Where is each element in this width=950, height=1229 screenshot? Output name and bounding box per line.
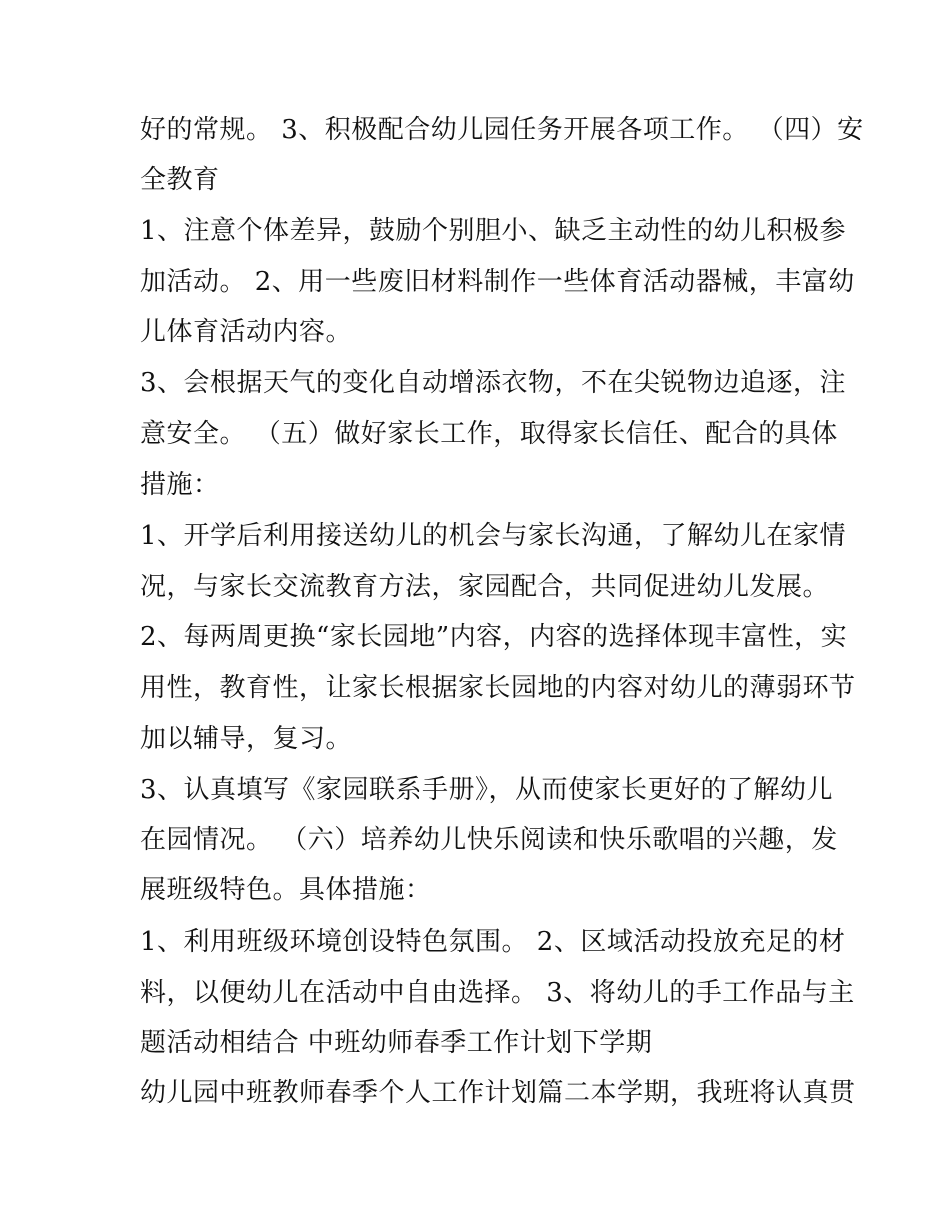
text-line: 意安全。 （五）做好家长工作，取得家长信任、配合的具体 (140, 419, 838, 449)
text-line: 3、认真填写《家园联系手册》，从而使家长更好的了解幼儿 (140, 775, 834, 805)
text-line: 用性，教育性，让家长根据家长园地的内容对幼儿的薄弱环节 (140, 673, 856, 703)
text-line: 1、利用班级环境创设特色氛围。 2、区域活动投放充足的材 (140, 927, 846, 957)
text-line: 措施： (140, 470, 220, 500)
text-line: 幼儿园中班教师春季个人工作计划篇二本学期，我班将认真贯 (140, 1078, 856, 1108)
text-line: 2、每两周更换“家长园地”内容，内容的选择体现丰富性，实 (140, 622, 848, 652)
text-line: 在园情况。 （六）培养幼儿快乐阅读和快乐歌唱的兴趣，发 (140, 825, 838, 855)
text-line: 全教育 (140, 165, 220, 195)
text-line: 展班级特色。具体措施： (140, 875, 432, 905)
text-line: 3、会根据天气的变化自动增添衣物，不在尖锐物边追逐，注 (140, 368, 847, 398)
text-line: 1、注意个体差异，鼓励个别胆小、缺乏主动性的幼儿积极参 (140, 216, 847, 246)
text-line: 料，以便幼儿在活动中自由选择。 3、将幼儿的手工作品与主 (140, 978, 855, 1008)
text-line: 1、开学后利用接送幼儿的机会与家长沟通，了解幼儿在家情 (140, 521, 847, 551)
text-line: 儿体育活动内容。 (140, 317, 353, 347)
text-line: 好的常规。 3、积极配合幼儿园任务开展各项工作。 （四）安 (140, 115, 864, 145)
text-line: 加活动。 2、用一些废旧材料制作一些体育活动器械，丰富幼 (140, 267, 855, 297)
text-line: 况，与家长交流教育方法，家园配合，共同促进幼儿发展。 (140, 572, 830, 602)
text-line: 题活动相结合 中班幼师春季工作计划下学期 (140, 1028, 653, 1058)
text-line: 加以辅导，复习。 (140, 724, 353, 754)
